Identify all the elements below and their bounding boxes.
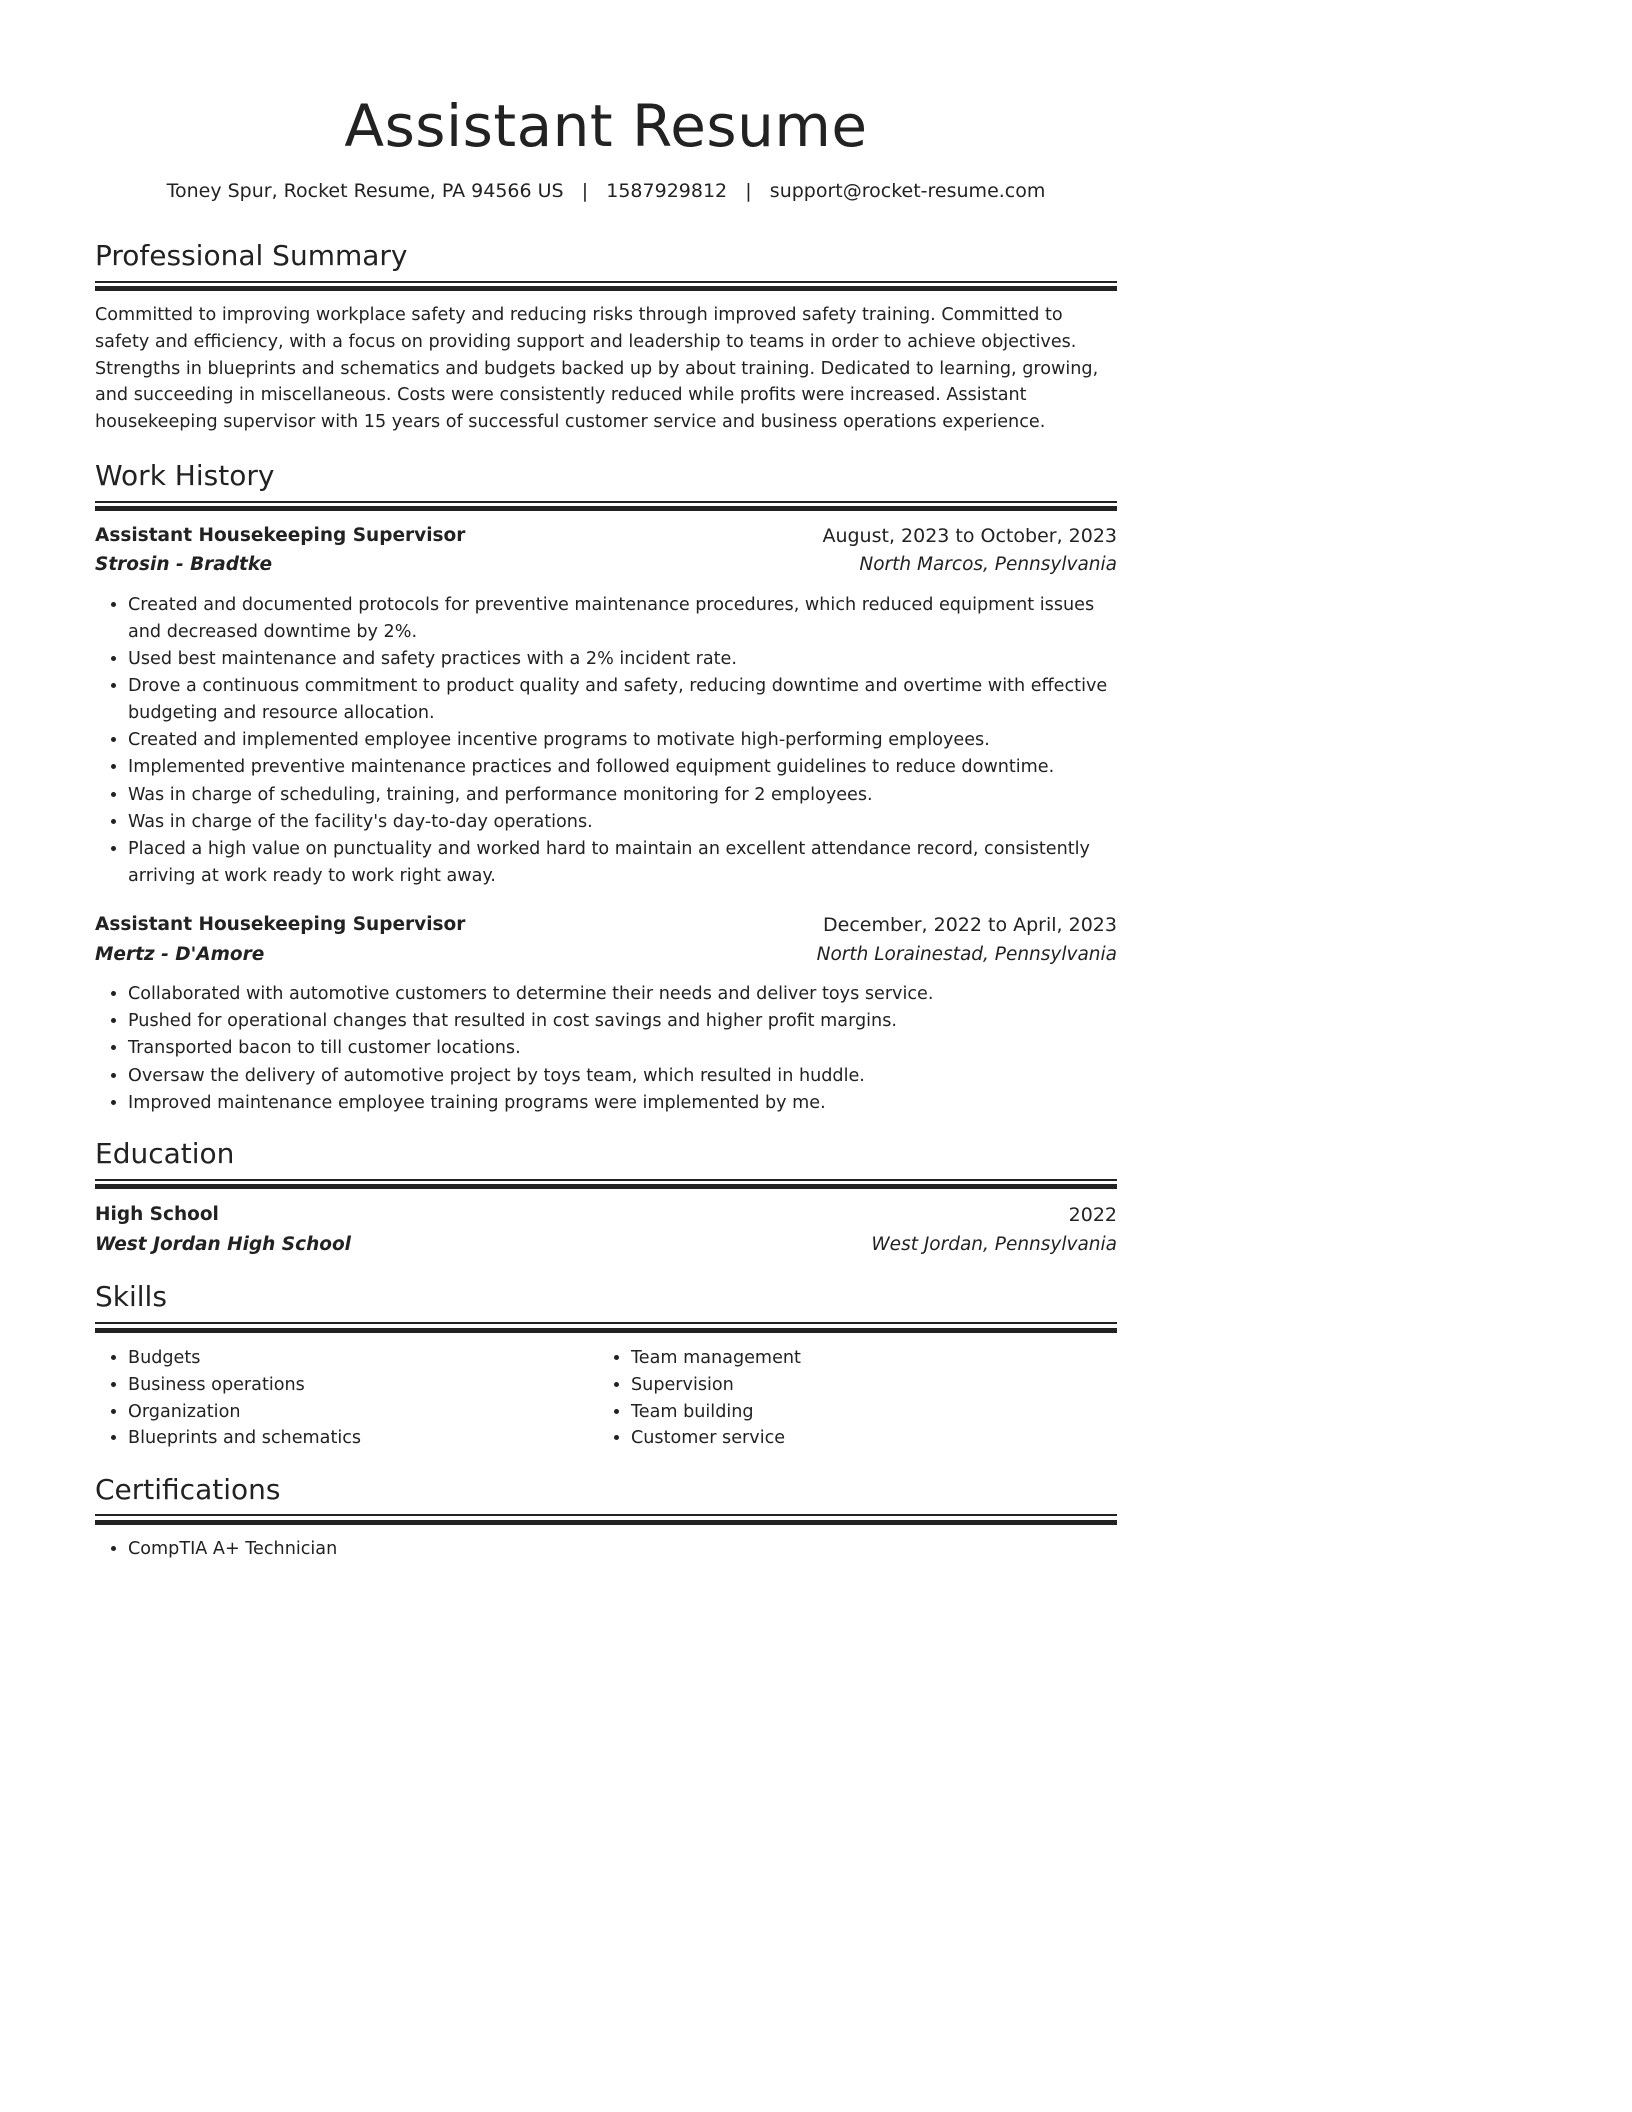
list-item: • Improved maintenance employee training programs were implemented by me. bbox=[128, 1090, 1117, 1117]
degree: High School bbox=[95, 1204, 219, 1225]
section-heading: Professional Summary bbox=[95, 239, 408, 272]
contact-phone: 1587929812 bbox=[606, 180, 728, 202]
skill-item: • Customer service bbox=[631, 1425, 1098, 1452]
job-header bbox=[95, 911, 1117, 939]
list-item: • Was in charge of the facility's day-to-day operations. bbox=[128, 809, 1117, 836]
list-item: • Oversaw the delivery of automotive project by toys team, which resulted in huddle. bbox=[128, 1063, 1117, 1090]
list-item: • Implemented preventive maintenance practices and followed equipment guidelines to reduce downtime. bbox=[128, 754, 1117, 781]
job-dates: December, 2022 to April, 2023 bbox=[823, 914, 1117, 936]
job-dates: August, 2023 to October, 2023 bbox=[822, 525, 1117, 547]
education-subheader bbox=[95, 1231, 1117, 1259]
section-rule bbox=[95, 281, 1117, 283]
job-bullets bbox=[95, 981, 1117, 1117]
summary-text: Committed to improving workplace safety and reducing risks through improved safety training. Committed to safety and efficiency, with a focus on providing support and leadership to teams in order to achieve objectives. Strengths in blueprints and schematics and budgets backed up by about training. Dedicated to learning, growing, and succeeding in miscellaneous. Costs were consistently reduced while profits were increased. Assistant housekeeping supervisor with 15 years of successful customer service and business operations experience. bbox=[95, 305, 1099, 433]
certifications-list bbox=[95, 1536, 1117, 1563]
section-rule bbox=[95, 1179, 1117, 1181]
certification-item: • CompTIA A+ Technician bbox=[128, 1536, 1117, 1563]
section-heading: Certifications bbox=[95, 1473, 281, 1506]
section-heading: Work History bbox=[95, 459, 275, 492]
contact-separator: | bbox=[581, 180, 589, 202]
job-header bbox=[95, 522, 1117, 550]
section-certifications bbox=[95, 1472, 1117, 1508]
section-rule bbox=[95, 1328, 1117, 1333]
list-item: • Drove a continuous commitment to product quality and safety, reducing downtime and overtime with effective budgeting and resource allocation. bbox=[128, 673, 1117, 727]
job-location: North Marcos, Pennsylvania bbox=[859, 554, 1117, 575]
school-location: West Jordan, Pennsylvania bbox=[871, 1234, 1117, 1255]
list-item: • Created and implemented employee incentive programs to motivate high-performing employees. bbox=[128, 727, 1117, 754]
section-rule bbox=[95, 1184, 1117, 1189]
list-item: • Transported bacon to till customer locations. bbox=[128, 1035, 1117, 1062]
skill-item: • Supervision bbox=[631, 1372, 1098, 1399]
education-header bbox=[95, 1201, 1117, 1229]
contact-line bbox=[95, 178, 1117, 204]
list-item: • Used best maintenance and safety practices with a 2% incident rate. bbox=[128, 646, 1117, 673]
list-item: • Was in charge of scheduling, training, and performance monitoring for 2 employees. bbox=[128, 782, 1117, 809]
list-item: • Placed a high value on punctuality and worked hard to maintain an excellent attendance record, consistently arriving at work ready to work right away. bbox=[128, 836, 1117, 890]
skills-list-right bbox=[598, 1345, 1098, 1452]
job-bullets bbox=[95, 592, 1117, 890]
job-subheader bbox=[95, 941, 1117, 969]
section-heading: Skills bbox=[95, 1280, 167, 1313]
list-item: • Collaborated with automotive customers to determine their needs and deliver toys service. bbox=[128, 981, 1117, 1008]
job-location: North Lorainestad, Pennsylvania bbox=[816, 944, 1117, 965]
education-year: 2022 bbox=[1068, 1204, 1117, 1226]
skill-item: • Blueprints and schematics bbox=[128, 1425, 595, 1452]
contact-email: support@rocket-resume.com bbox=[769, 180, 1046, 202]
job-title: Assistant Housekeeping Supervisor bbox=[95, 525, 466, 546]
contact-address: Toney Spur, Rocket Resume, PA 94566 US bbox=[166, 180, 564, 202]
skill-item: • Business operations bbox=[128, 1372, 595, 1399]
resume-title: Assistant Resume bbox=[344, 92, 868, 160]
list-item: • Pushed for operational changes that resulted in cost savings and higher profit margins. bbox=[128, 1008, 1117, 1035]
job-title: Assistant Housekeeping Supervisor bbox=[95, 914, 466, 935]
section-rule bbox=[95, 1520, 1117, 1525]
section-rule bbox=[95, 1514, 1117, 1516]
skill-item: • Organization bbox=[128, 1399, 595, 1426]
section-rule bbox=[95, 1322, 1117, 1324]
section-education bbox=[95, 1136, 1117, 1172]
section-rule bbox=[95, 501, 1117, 503]
job-subheader bbox=[95, 551, 1117, 579]
skill-item: • Team building bbox=[631, 1399, 1098, 1426]
section-rule bbox=[95, 286, 1117, 291]
section-heading: Education bbox=[95, 1137, 235, 1170]
section-rule bbox=[95, 506, 1117, 511]
contact-separator: | bbox=[745, 180, 752, 202]
list-item: • Created and documented protocols for preventive maintenance procedures, which reduced equipment issues and decreased downtime by 2%. bbox=[128, 592, 1117, 646]
skills-list-left bbox=[95, 1345, 595, 1452]
company-name: Strosin - Bradtke bbox=[95, 554, 273, 575]
section-skills bbox=[95, 1279, 1117, 1315]
company-name: Mertz - D'Amore bbox=[95, 944, 265, 965]
school-name: West Jordan High School bbox=[95, 1234, 352, 1255]
section-work-history bbox=[95, 458, 1117, 494]
skill-item: • Budgets bbox=[128, 1345, 595, 1372]
section-professional-summary bbox=[95, 238, 1117, 274]
skill-item: • Team management bbox=[631, 1345, 1098, 1372]
